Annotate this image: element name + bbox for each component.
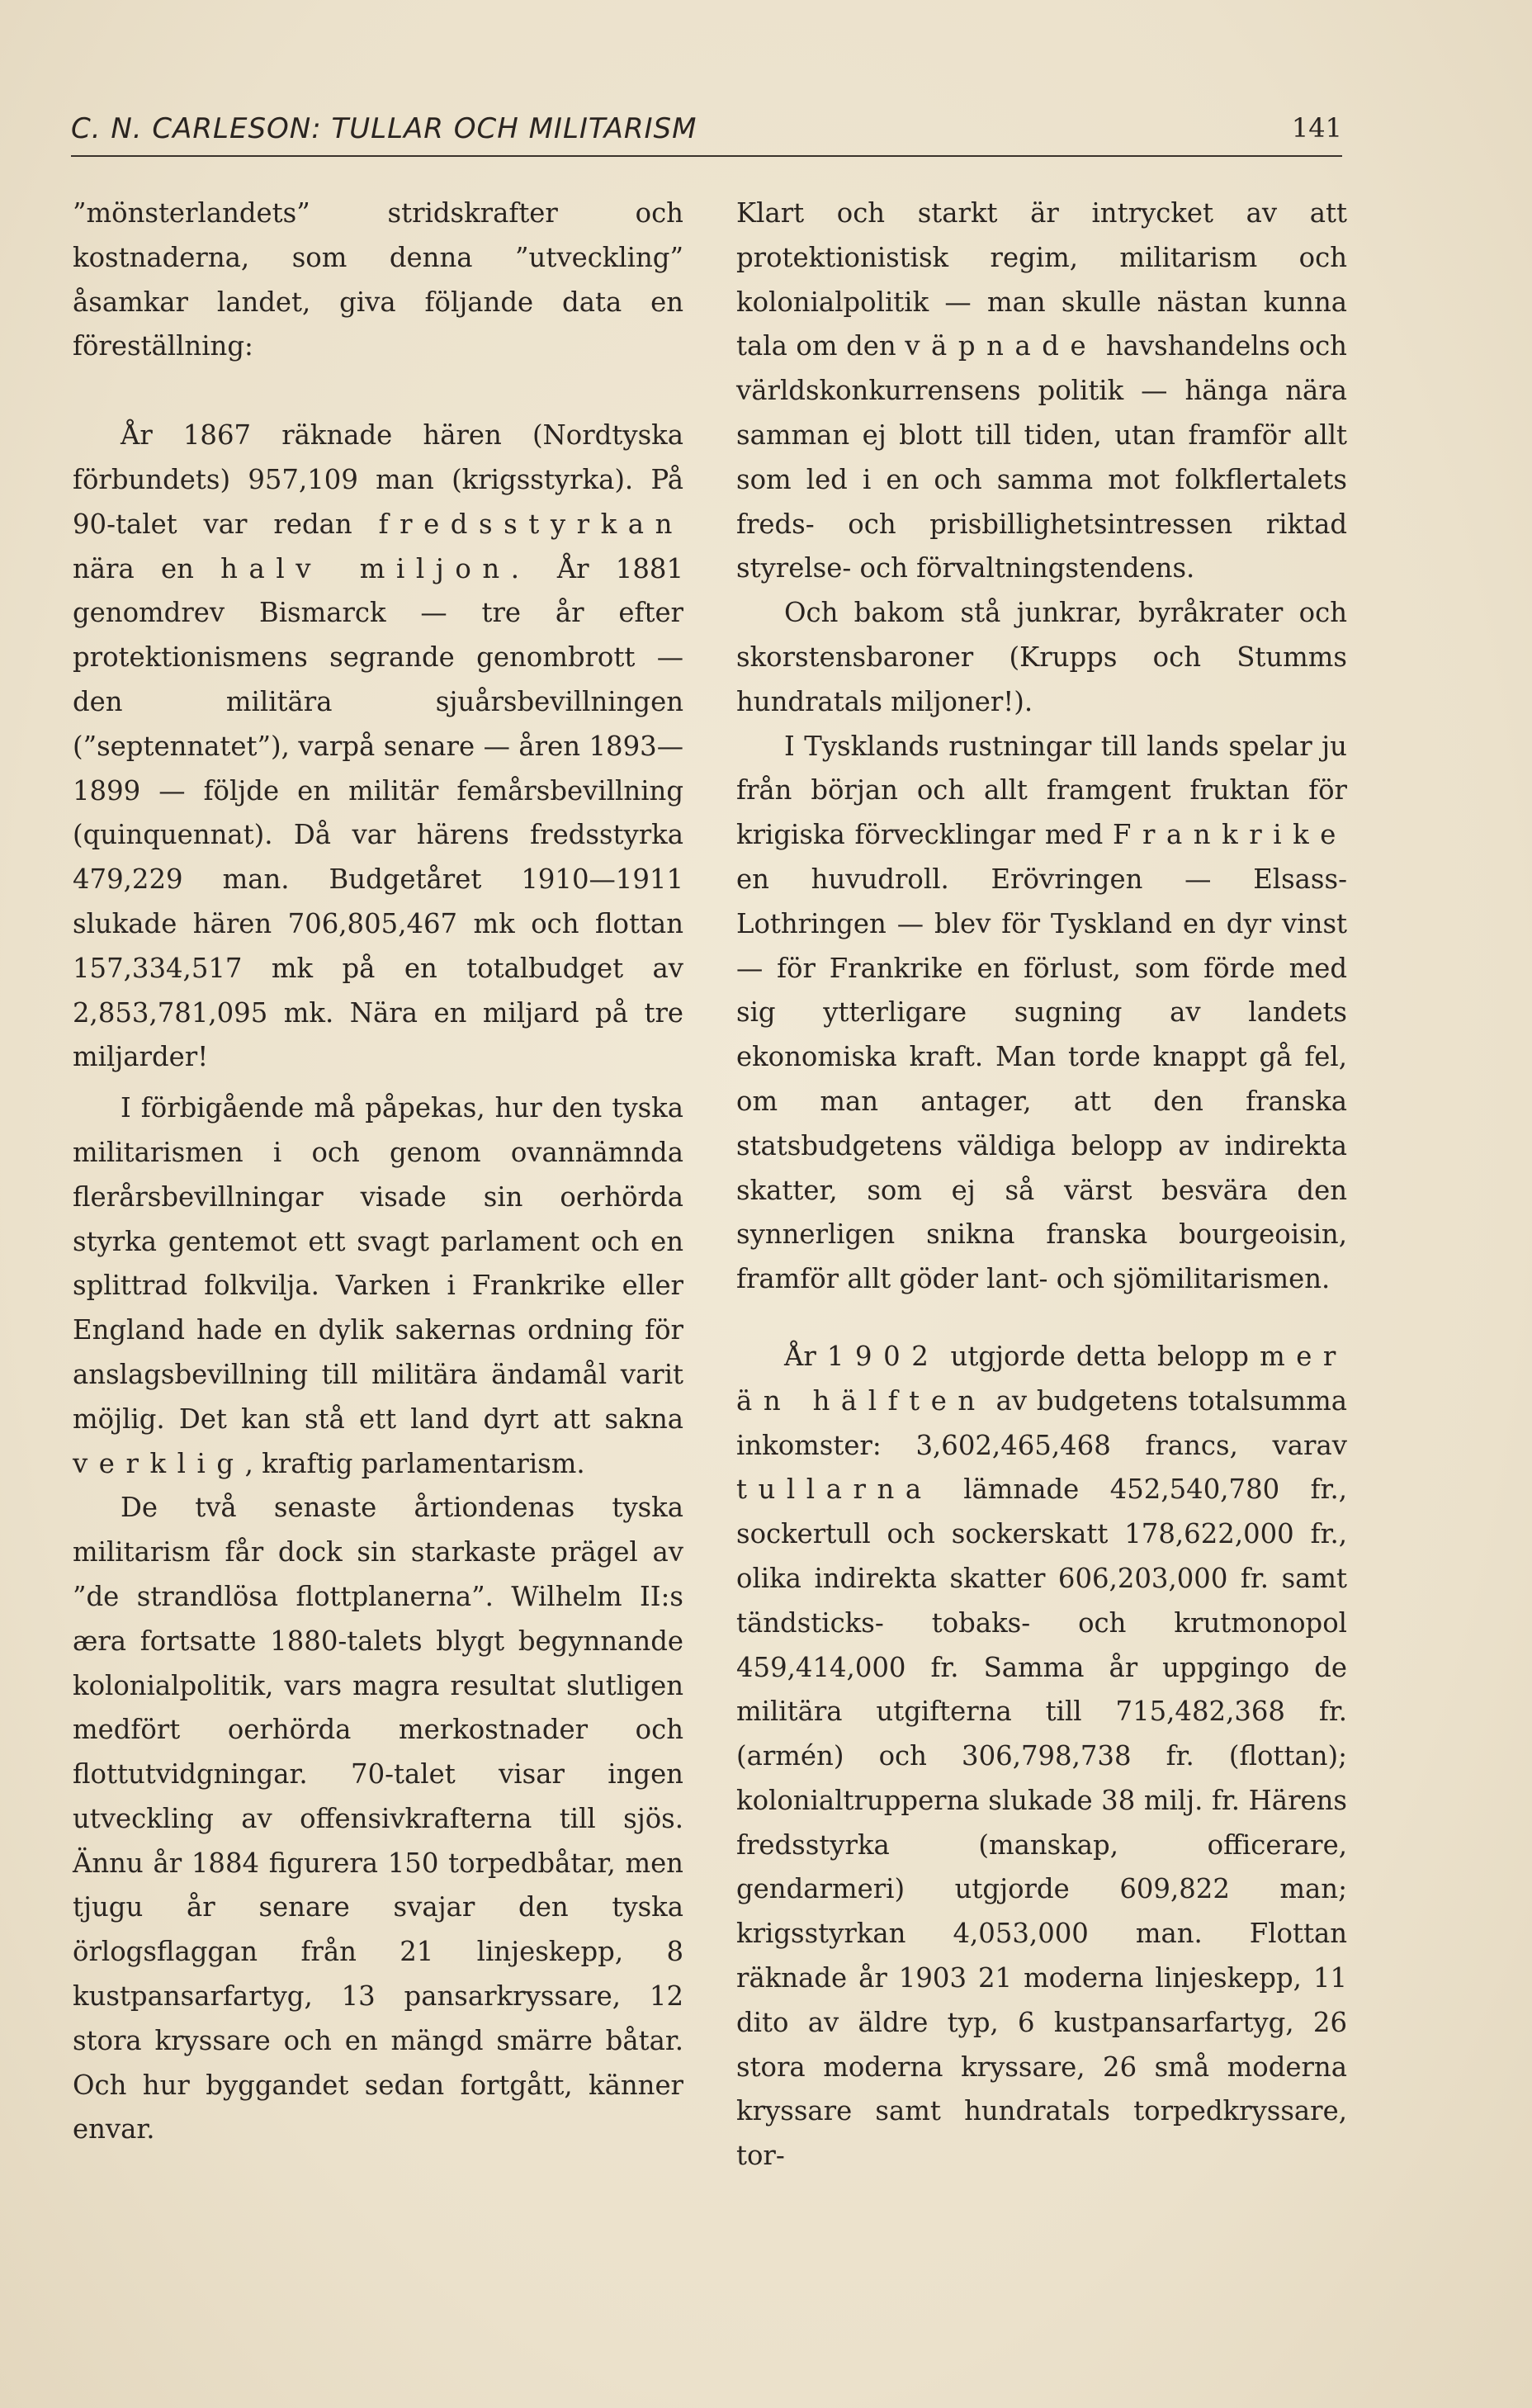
left-column xyxy=(73,192,683,2152)
spaced-emphasis: verklig xyxy=(73,1447,245,1479)
paragraph-text: av budgetens totalsumma inkomster: 3,602,465,468 francs, varav xyxy=(736,1384,1347,1461)
paragraph xyxy=(736,591,1347,724)
paragraph-text: , kraftig parlamentarism. xyxy=(244,1447,585,1479)
paragraph xyxy=(73,414,683,1080)
paragraph-text: I förbigående må påpekas, hur den tyska militarismen i och genom ovannämnda flerårsbevillningar visade sin oerhörda styrka gentemot ett svagt parlament och en splittrad folkvilja. Varken i Frankrike eller England hade en dylik sakernas ordning för anslagsbevillning till militära ändamål varit möjlig. Det kan stå ett land dyrt att sakna xyxy=(73,1092,683,1435)
paragraph-text: havshandelns och världskonkurrensens politik — hänga nära samman ej blott till tiden, utan framför allt som led i en och samma mot folkflertalets freds- och prisbillighetsintressen riktad styrelse- och förvaltningstendens. xyxy=(736,330,1347,584)
paragraph xyxy=(73,1086,683,1486)
paragraph-text: Och bakom stå junkrar, byråkrater och skorstensbaroner (Krupps och Stumms hundratals miljoner!). xyxy=(736,597,1347,717)
running-title: C. N. CARLESON: TULLAR OCH MILITARISM xyxy=(71,112,697,145)
paragraph-gap xyxy=(73,369,683,414)
paragraph-text: År 1867 räknade hären (Nordtyska förbundets) 957,109 man (krigsstyrka). På 90-talet var redan xyxy=(73,419,683,540)
page-number: 141 xyxy=(1291,112,1342,144)
paragraph-text: nära en xyxy=(73,552,194,584)
paragraph xyxy=(736,725,1347,1302)
right-column xyxy=(736,192,1347,2179)
paragraph-text: Klart och starkt är intrycket av att protektionistisk regim, militarism och kolonialpolitik — man skulle nästan kunna tala om den xyxy=(736,197,1347,362)
spaced-emphasis: Frankrike xyxy=(1112,819,1347,851)
paragraph-text: utgjorde detta belopp xyxy=(950,1340,1249,1372)
paragraph xyxy=(736,1335,1347,2179)
paragraph-text: en huvudroll. Erövringen — Elsass-Lothringen — blev för Tyskland en dyr vinst — för Frankrike en förlust, som förde med sig ytterligare sugning av landets ekonomiska kraft. Man torde knappt gå fel, om man antager, att den franska statsbudgetens väldiga belopp av indirekta skatter, som ej så värst besvära den synnerligen snikna franska bourgeoisin, framför allt göder lant- och sjömilitarismen. xyxy=(736,863,1347,1295)
spaced-emphasis: mer än hälften xyxy=(736,1340,1347,1417)
running-head xyxy=(71,109,1342,157)
paragraph-text: I Tysklands rustningar till lands spelar ju från början och allt framgent fruktan för krigiska förvecklingar med xyxy=(736,730,1347,851)
paragraph-text: De två senaste årtiondenas tyska militarism får dock sin starkaste prägel av ”de strandlösa flottplanerna”. Wilhelm II:s æra fortsatte 1880-talets blygt begynnande kolonialpolitik, vars magra resultat slutligen medfört oerhörda merkostnader och flottutvidgningar. 70-talet visar ingen utveckling av offensivkrafterna till sjös. Ännu år 1884 figurera 150 torpedbåtar, men tjugu år senare svajar den tyska örlogsflaggan från 21 linjeskepp, 8 kustpansarfartyg, 13 pansarkryssare, 12 stora kryssare och en mängd smärre båtar. Och hur byggandet sedan fortgått, känner envar. xyxy=(73,1492,683,2145)
spaced-emphasis: fredsstyrkan xyxy=(378,508,683,540)
paragraph xyxy=(73,192,683,369)
paragraph-text: ”mönsterlandets” stridskrafter och kostnaderna, som denna ”utveckling” åsamkar landet, giva följande data en föreställning: xyxy=(73,197,683,362)
spaced-emphasis: tullarna xyxy=(736,1474,933,1506)
spaced-emphasis: väpnade xyxy=(905,330,1098,362)
spaced-emphasis: 1902 xyxy=(826,1340,940,1372)
paragraph xyxy=(73,1486,683,2152)
paragraph-gap xyxy=(736,1302,1347,1335)
paragraph-text: År xyxy=(784,1340,816,1372)
paragraph-text: lämnade 452,540,780 fr., sockertull och sockerskatt 178,622,000 fr., olika indirekta skatter 606,203,000 fr. samt tändsticks- tobaks- och krutmonopol 459,414,000 fr. Samma år uppgingo de militära utgifterna till 715,482,368 fr. (armén) och 306,798,738 fr. (flottan); kolonialtrupperna slukade 38 milj. fr. Härens fredsstyrka (manskap, officerare, gendarmeri) utgjorde 609,822 man; krigsstyrkan 4,053,000 man. Flottan räknade år 1903 21 moderna linjeskepp, 11 dito av äldre typ, 6 kustpansarfartyg, 26 stora moderna kryssare, 26 små moderna kryssare samt hundratals torpedkryssare, tor- xyxy=(736,1474,1347,2172)
paragraph xyxy=(736,192,1347,591)
paragraph-text: År 1881 genomdrev Bismarck — tre år efter protektionismens segrande genombrott — den militära sjuårsbevillningen (”septennatet”), varpå senare — åren 1893—1899 — följde en militär femårsbevillning (quinquennat). Då var härens fredsstyrka 479,229 man. Budgetåret 1910—1911 slukade hären 706,805,467 mk och flottan 157,334,517 mk på en totalbudget av 2,853,781,095 mk. Nära en miljard på tre miljarder! xyxy=(73,552,683,1073)
spaced-emphasis: halv miljon. xyxy=(220,552,531,584)
